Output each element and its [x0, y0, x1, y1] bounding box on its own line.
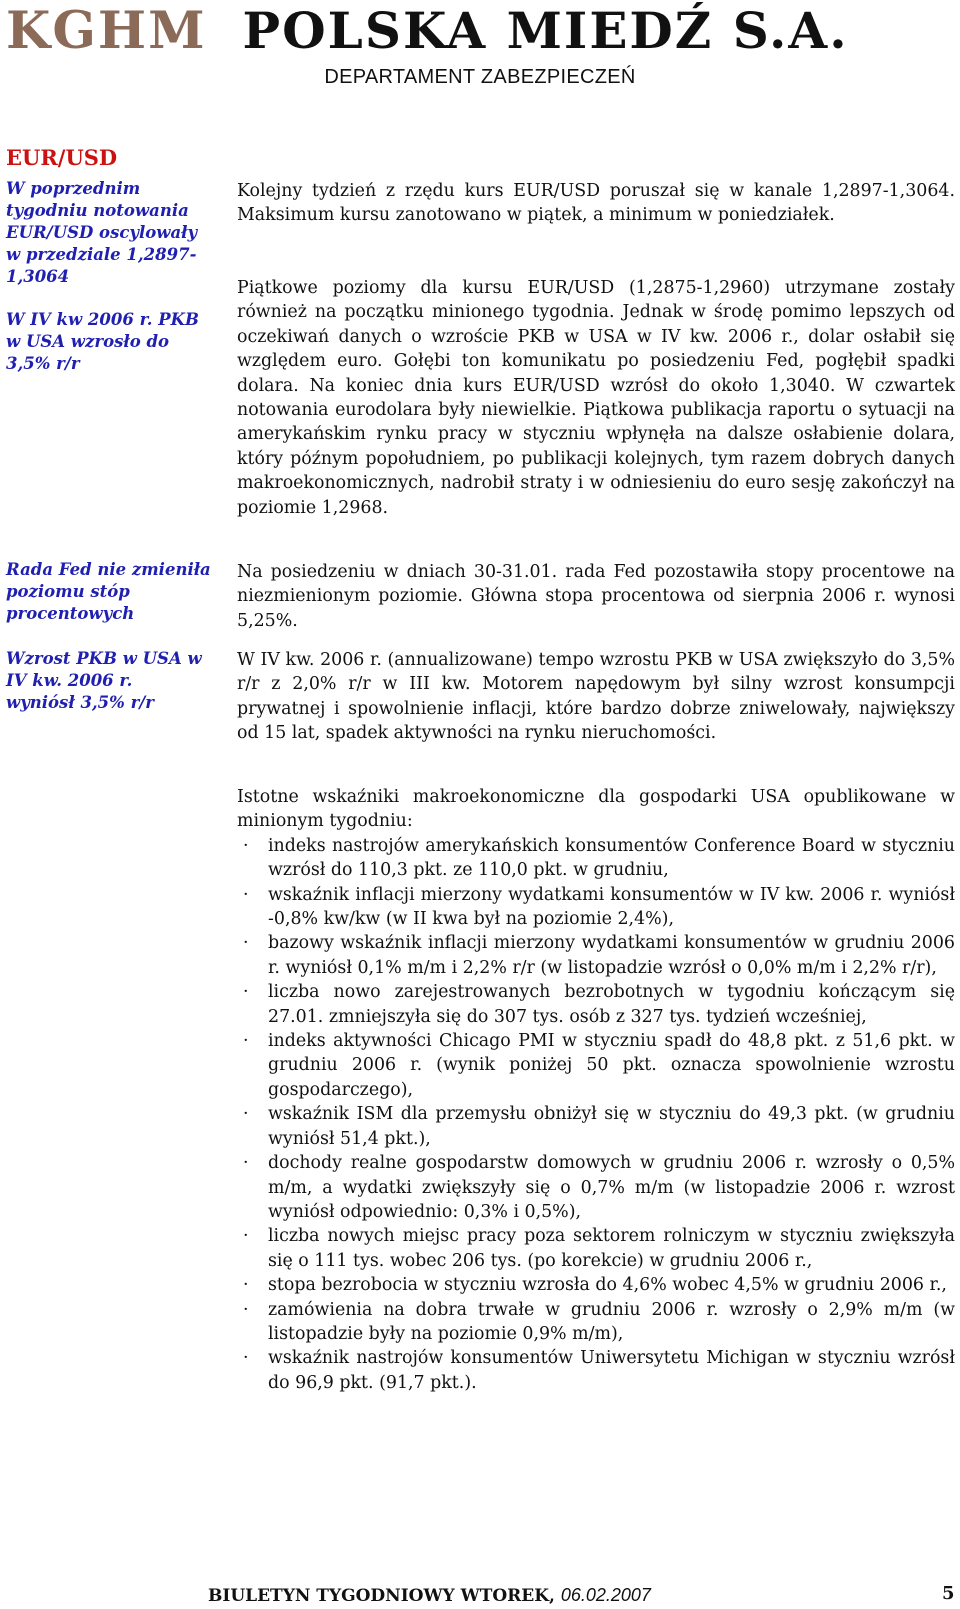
kghm-logo-text: KGHM	[6, 1, 207, 61]
list-item: · indeks aktywności Chicago PMI w styczniu spadł do 48,8 pkt. z 51,6 pkt. w grudniu 2006 r. (wynik poniżej 50 pkt. oznacza spowolnienie wzrostu gospodarczego),	[237, 1029, 955, 1102]
department-label: DEPARTAMENT ZABEZPIECZEŃ	[324, 66, 636, 88]
list-item: · liczba nowych miejsc pracy poza sektorem rolniczym w styczniu zwiększyła się o 111 tys. wobec 206 tys. (po korekcie) w grudniu 2006 r.,	[237, 1224, 955, 1273]
list-item: · wskaźnik inflacji mierzony wydatkami konsumentów w IV kw. 2006 r. wyniósł -0,8% kw/kw (w II kwa był na poziomie 2,4%),	[237, 883, 955, 932]
paragraph-pkb	[237, 648, 955, 746]
body-paragraph: Istotne wskaźniki makroekonomiczne dla gospodarki USA opublikowane w minionym tygodniu:	[237, 787, 955, 832]
list-item: · bazowy wskaźnik inflacji mierzony wydatkami konsumentów w grudniu 2006 r. wyniósł 0,1% m/m i 2,2% r/r (w listopadzie wzrósł o 0,0% m/m i 2,2% r/r),	[237, 931, 955, 980]
sidebar-note: W IV kw 2006 r. PKB w USA wzrosło do 3,5% r/r	[6, 310, 199, 373]
body-paragraph: W IV kw. 2006 r. (annualizowane) tempo wzrostu PKB w USA zwiększyło do 3,5% r/r z 2,0% r/r w III kw. Motorem napędowym był silny wzrost konsumpcji prywatnej i spowolnienie inflacji, które bardzo dobrze zniwelowały, największy od 15 lat, spadek aktywności na rynku nieruchomości.	[237, 650, 955, 744]
sidebar-note: Wzrost PKB w USA w IV kw. 2006 r. wyniósł 3,5% r/r	[6, 649, 202, 712]
letterhead-brand	[6, 1, 849, 61]
sidebar-note: W poprzednim tygodniu notowania EUR/USD oscylowały w przedziale 1,2897-1,3064	[6, 179, 198, 286]
indicator-list	[237, 834, 955, 1395]
paragraph-kanal	[237, 179, 955, 228]
body-paragraph: Kolejny tydzień z rzędu kurs EUR/USD poruszał się w kanale 1,2897-1,3064. Maksimum kursu zanotowano w piątek, a minimum w poniedziałek.	[237, 181, 955, 226]
company-name: POLSKA MIEDŹ S.A.	[242, 1, 849, 60]
body-paragraph: Piątkowe poziomy dla kursu EUR/USD (1,2875-1,2960) utrzymane zostały również na początku minionego tygodnia. Jednak w środę pomimo lepszych od oczekiwań danych o wzroście PKB w USA w IV kw. 2006 r., dolar osłabił się względem euro. Gołębi ton komunikatu po posiedzeniu Fed, pogłębił spadki dolara. Na koniec dnia kurs EUR/USD wzrósł do około 1,3040. W czwartek notowania eurodolara były niewielkie. Piątkowa publikacja raportu o sytuacji na amerykańskim rynku pracy w styczniu wpłynęła na dalsze osłabienie dolara, który późnym popołudniem, po publikacji kolejnych, tym razem dobrych danych makroekonomicznych, nadrobił straty i w odniesieniu do euro sesję zakończył na poziomie 1,2968.	[237, 278, 955, 518]
list-item: · liczba nowo zarejestrowanych bezrobotnych w tygodniu kończącym się 27.01. zmniejszyła się do 307 tys. osób z 327 tys. tydzień wcześniej,	[237, 980, 955, 1029]
footer-date: 06.02.2007	[560, 1585, 651, 1605]
list-item: · indeks nastrojów amerykańskich konsumentów Conference Board w styczniu wzrósł do 110,3 pkt. ze 110,0 pkt. w grudniu,	[237, 834, 955, 883]
list-item: · zamówienia na dobra trwałe w grudniu 2006 r. wzrosły o 2,9% m/m (w listopadzie były na poziomie 0,9% m/m),	[237, 1298, 955, 1347]
department-subtitle	[0, 66, 960, 89]
list-item: · dochody realne gospodarstw domowych w grudniu 2006 r. wzrosły o 0,5% m/m, a wydatki zwiększyły się o 0,7% m/m (w listopadzie 2006 r. wzrost wyniósł odpowiednio: 0,3% i 0,5%),	[237, 1151, 955, 1224]
sidebar-section-title: EUR/USD	[6, 145, 118, 170]
sidebar-note: Rada Fed nie zmieniła poziomu stóp procentowych	[6, 560, 211, 623]
indicators-section	[237, 785, 955, 1395]
page-number: 5	[942, 1583, 955, 1604]
list-item: · wskaźnik ISM dla przemysłu obniżył się w styczniu do 49,3 pkt. (w grudniu wyniósł 51,4 pkt.),	[237, 1102, 955, 1151]
paragraph-poziomy	[237, 276, 955, 520]
paragraph-fed	[237, 560, 955, 633]
footer	[208, 1585, 651, 1606]
list-item: · wskaźnik nastrojów konsumentów Uniwersytetu Michigan w styczniu wzrósł do 96,9 pkt. (91,7 pkt.).	[237, 1346, 955, 1395]
body-paragraph: Na posiedzeniu w dniach 30-31.01. rada Fed pozostawiła stopy procentowe na niezmienionym poziomie. Główna stopa procentowa od sierpnia 2006 r. wynosi 5,25%.	[237, 562, 955, 631]
footer-label: BIULETYN TYGODNIOWY WTOREK,	[208, 1586, 555, 1606]
list-item: · stopa bezrobocia w styczniu wzrosła do 4,6% wobec 4,5% w grudniu 2006 r.,	[237, 1273, 955, 1297]
